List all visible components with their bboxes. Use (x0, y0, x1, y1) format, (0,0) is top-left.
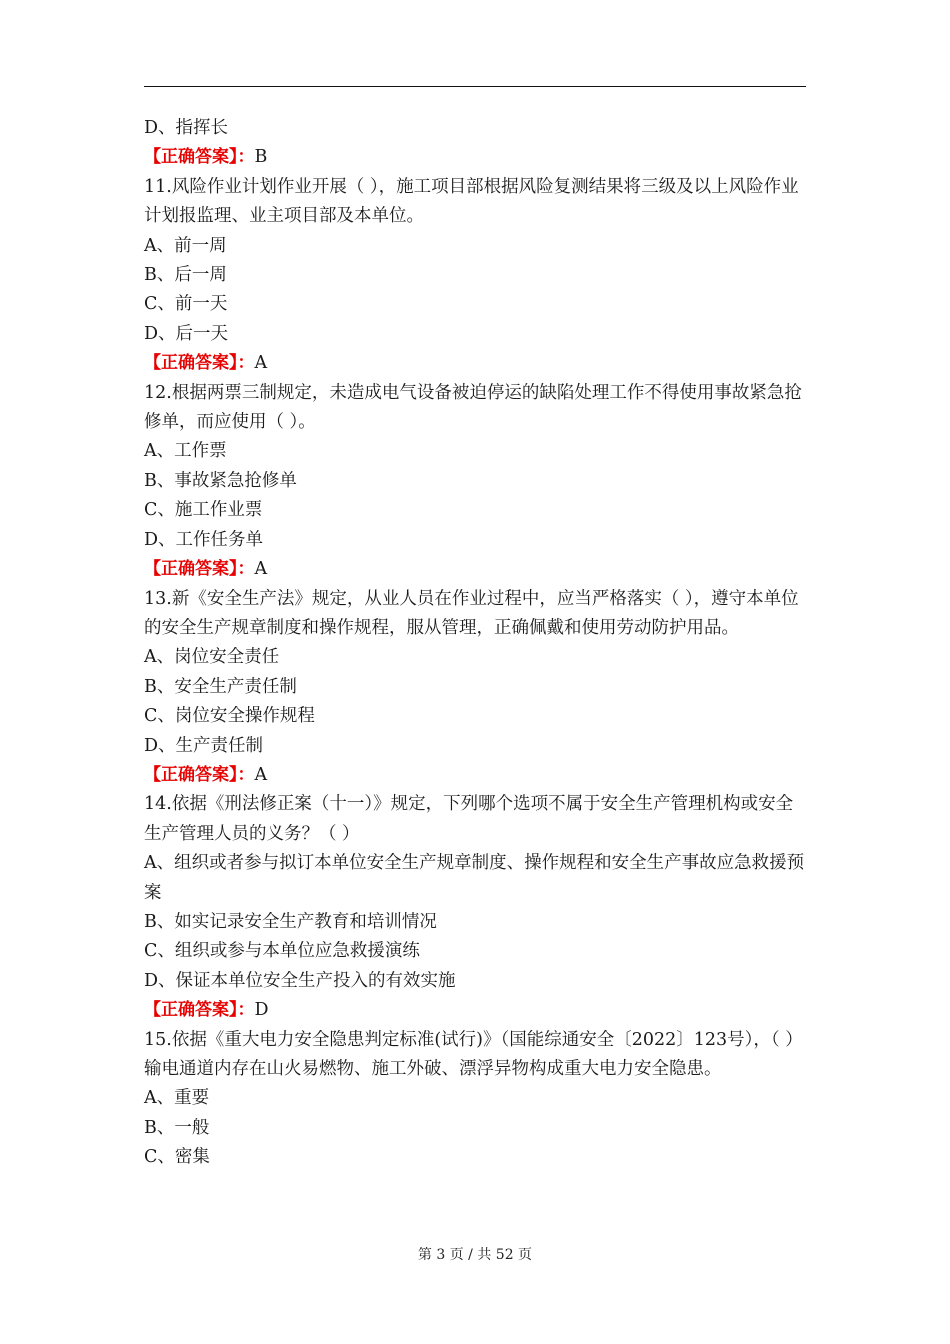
option-text: C、岗位安全操作规程 (144, 706, 315, 727)
page-footer: 第 3 页 / 共 52 页 (417, 1247, 533, 1263)
option-text: D、保证本单位安全生产投入的有效实施 (144, 970, 456, 991)
correct-answer (144, 349, 808, 378)
option-text: C、前一天 (144, 294, 228, 315)
option-text: B、如实记录安全生产教育和培训情况 (144, 911, 437, 932)
option-text: A、工作票 (144, 441, 227, 462)
correct-answer (144, 143, 808, 172)
answer-value: D (254, 1000, 269, 1021)
option-text: C、密集 (144, 1147, 210, 1168)
question-text: 15.依据《重大电力安全隐患判定标准(试行)》（国能综通安全〔2022〕123号），（ ）输电通道内存在山火易燃物、施工外破、漂浮异物构成重大电力安全隐患。 (144, 1029, 803, 1079)
answer-label: 【正确答案】： (144, 1000, 255, 1021)
option-text: A、重要 (144, 1088, 210, 1109)
answer-label: 【正确答案】： (144, 147, 255, 168)
answer-label: 【正确答案】： (144, 764, 255, 785)
option-text: B、事故紧急抢修单 (144, 470, 297, 491)
header-rule (144, 86, 806, 87)
question-text: 12.根据两票三制规定，未造成电气设备被迫停运的缺陷处理工作不得使用事故紧急抢修单，而应使用（ ）。 (144, 382, 802, 433)
option-text: D、指挥长 (144, 118, 229, 138)
answer-label: 【正确答案】： (144, 353, 255, 374)
question-text: 14.依据《刑法修正案（十一）》规定，下列哪个选项不属于安全生产管理机构或安全生产管理人员的义务？（ ） (144, 794, 794, 844)
answer-value: A (254, 559, 268, 580)
option-text: C、组织或参与本单位应急救援演练 (144, 941, 420, 962)
option-text: B、后一周 (144, 265, 227, 286)
option-text: D、工作任务单 (144, 529, 264, 550)
question-text: 13.新《安全生产法》规定，从业人员在作业过程中，应当严格落实（ ），遵守本单位的安全生产规章制度和操作规程，服从管理，正确佩戴和使用劳动防护用品。 (144, 588, 799, 638)
option-text: D、后一天 (144, 323, 229, 344)
correct-answer (144, 996, 808, 1025)
option-text: B、一般 (144, 1117, 210, 1138)
question-text: 11.风险作业计划作业开展（ ），施工项目部根据风险复测结果将三级及以上风险作业计划报监理、业主项目部及本单位。 (144, 176, 799, 227)
page-content (144, 114, 808, 1173)
option-text: B、安全生产责任制 (144, 676, 297, 697)
correct-answer (144, 761, 808, 790)
option-text: A、前一周 (144, 235, 227, 256)
answer-label: 【正确答案】： (144, 559, 255, 580)
answer-value: A (254, 764, 268, 785)
option-text: A、岗位安全责任 (144, 647, 280, 668)
option-text: D、生产责任制 (144, 735, 264, 756)
answer-value: A (254, 353, 268, 374)
option-text: C、施工作业票 (144, 500, 263, 521)
option-text: A、组织或者参与拟订本单位安全生产规章制度、操作规程和安全生产事故应急救援预案 (144, 853, 805, 903)
answer-value: B (254, 147, 268, 168)
correct-answer (144, 555, 808, 584)
